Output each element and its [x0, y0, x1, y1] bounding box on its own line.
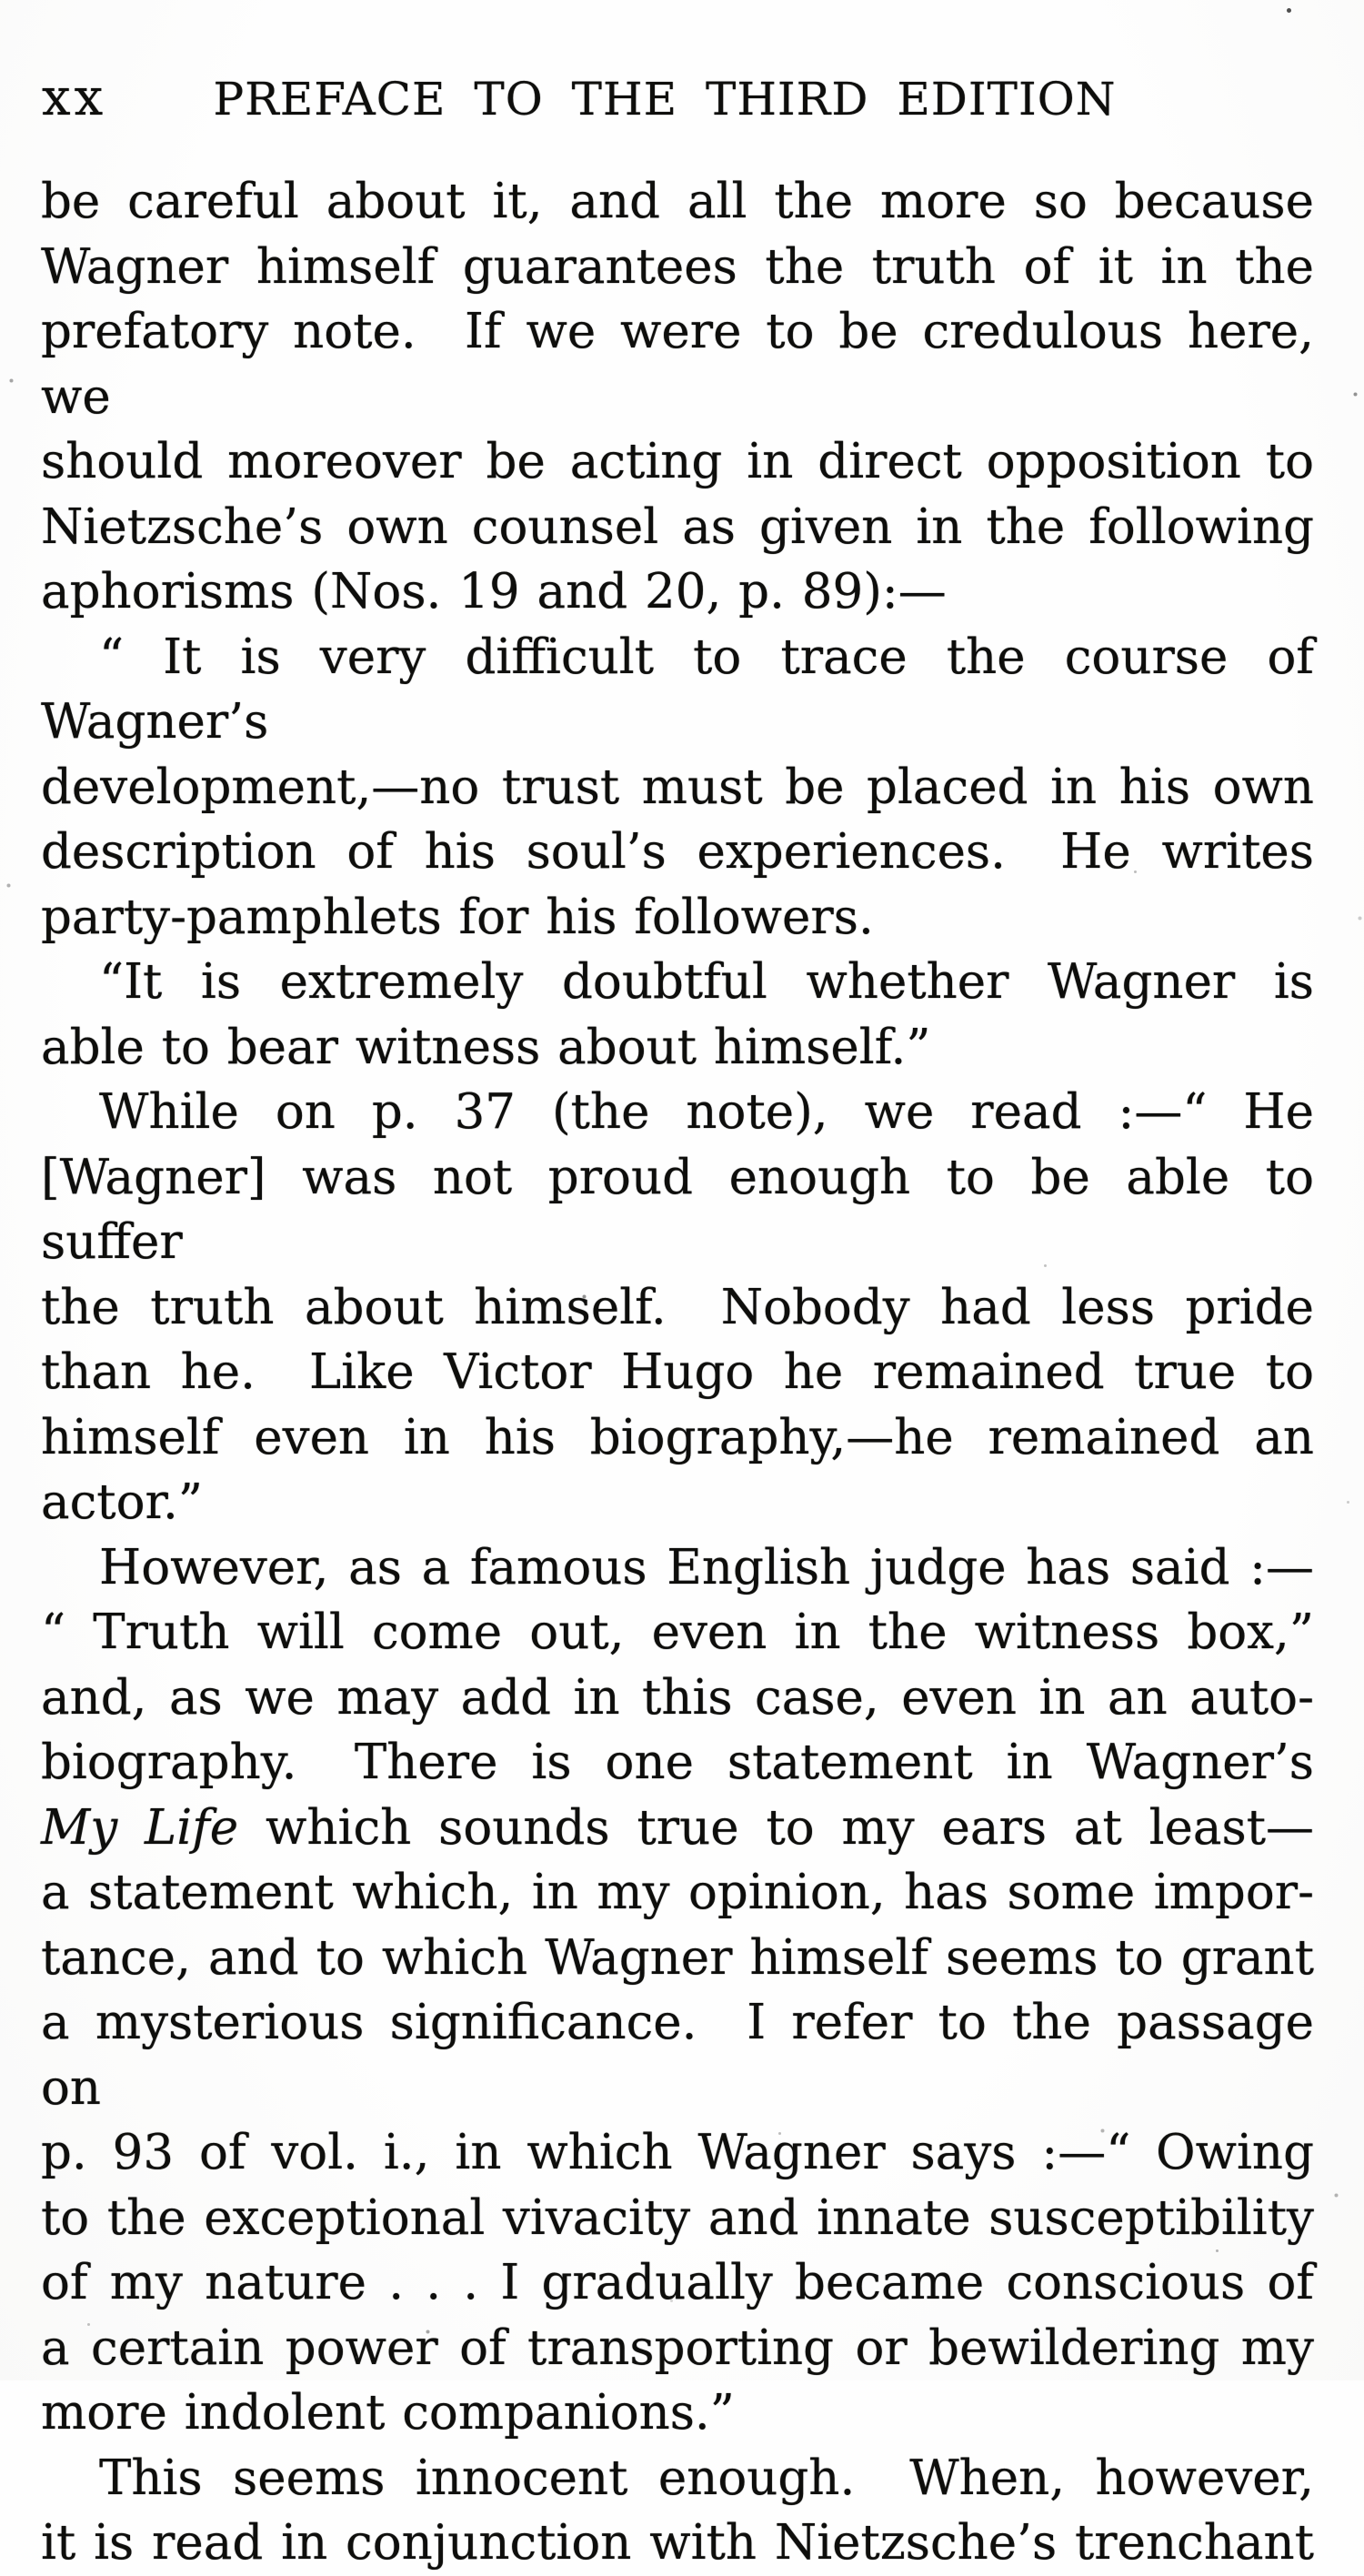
text-line	[41, 1730, 1314, 1796]
text-segment: description of his soul’s experiences. He writes	[41, 824, 1314, 880]
text-segment: prefatory note. If we were to be credulous here, we	[41, 304, 1314, 425]
text-segment: aphorisms (Nos. 19 and 20, p. 89):—	[41, 564, 947, 619]
text-segment: to the exceptional vivacity and innate susceptibility	[41, 2189, 1314, 2246]
text-line	[41, 1990, 1314, 2120]
text-line	[41, 1275, 1314, 1341]
text-segment: However, as a famous English judge has said :—	[99, 1539, 1314, 1595]
text-line	[41, 495, 1314, 560]
text-line	[41, 1340, 1314, 1405]
text-line	[41, 2250, 1314, 2316]
text-line	[41, 235, 1314, 300]
text-segment: a statement which, in my opinion, has some impor-	[41, 1865, 1314, 1920]
text-segment: biography. There is one statement in Wagner’s	[41, 1735, 1314, 1790]
text-segment: be careful about it, and all the more so because	[41, 174, 1314, 229]
text-line	[41, 2380, 1314, 2446]
text-line	[41, 885, 1314, 951]
text-segment: “It is extremely doubtful whether Wagner is	[99, 954, 1314, 1010]
text-line	[41, 625, 1314, 755]
text-segment: able to bear witness about himself.”	[41, 1019, 931, 1075]
text-segment: actor.”	[41, 1474, 203, 1530]
text-line	[41, 1860, 1314, 1926]
scan-noise-layer	[0, 0, 3, 3]
text-line	[41, 1470, 1314, 1535]
text-segment: While on p. 37 (the note), we read :—“ He	[99, 1084, 1314, 1140]
italic-book-title: My Life	[41, 1799, 239, 1856]
running-head	[0, 0, 1364, 155]
text-line	[41, 1080, 1314, 1145]
text-line	[41, 1015, 1314, 1081]
text-line	[41, 2120, 1314, 2186]
text-line	[41, 2186, 1314, 2251]
text-line	[41, 820, 1314, 885]
text-segment: development,—no trust must be placed in his own	[41, 759, 1314, 815]
text-segment: a certain power of transporting or bewildering my	[41, 2319, 1314, 2376]
text-segment: p. 93 of vol. i., in which Wagner says :—“ Owing	[41, 2125, 1314, 2180]
text-segment: himself even in his biography,—he remained an	[41, 1409, 1314, 1465]
text-line	[41, 2446, 1314, 2511]
text-line	[41, 1535, 1314, 1601]
text-line	[41, 1665, 1314, 1731]
text-line	[41, 1600, 1314, 1665]
text-line	[41, 169, 1314, 235]
text-segment: should moreover be acting in direct opposition to	[41, 434, 1314, 489]
text-segment: Wagner himself guarantees the truth of it in the	[41, 238, 1314, 295]
page-number: xx	[42, 68, 107, 127]
text-segment: and, as we may add in this case, even in an auto-	[41, 1669, 1314, 1726]
text-segment: This seems innocent enough. When, however,	[99, 2450, 1314, 2506]
text-segment: the truth about himself. Nobody had less pride	[41, 1279, 1314, 1335]
text-line	[41, 1405, 1314, 1471]
text-line	[41, 950, 1314, 1015]
text-segment: “ It is very difficult to trace the course of Wagner’s	[41, 629, 1314, 750]
text-line	[41, 429, 1314, 495]
text-segment: of my nature . . . I gradually became conscious of	[41, 2255, 1314, 2310]
text-line	[41, 1796, 1314, 1861]
text-line	[41, 559, 1314, 625]
text-line	[41, 1145, 1314, 1275]
body-text	[41, 169, 1314, 2576]
text-line	[41, 755, 1314, 820]
text-line	[41, 1926, 1314, 1991]
text-segment: which sounds true to my ears at least—	[238, 1799, 1314, 1856]
text-segment: a mysterious significance. I refer to the passage on	[41, 1995, 1314, 2116]
text-segment: “ Truth will come out, even in the witness box,”	[41, 1605, 1314, 1660]
text-line	[41, 2511, 1314, 2576]
text-segment: tance, and to which Wagner himself seems to grant	[41, 1929, 1314, 1986]
text-line	[41, 299, 1314, 429]
text-segment: it is read in conjunction with Nietzsche’s trenchant	[41, 2515, 1314, 2571]
text-segment: than he. Like Victor Hugo he remained true to	[41, 1344, 1314, 1400]
running-title: PREFACE TO THE THIRD EDITION	[213, 73, 1117, 126]
text-segment: Nietzsche’s own counsel as given in the following	[41, 498, 1314, 555]
text-segment: party-pamphlets for his followers.	[41, 889, 874, 945]
text-line	[41, 2316, 1314, 2381]
text-segment: [Wagner] was not proud enough to be able to suffer	[41, 1149, 1314, 1270]
text-segment: more indolent companions.”	[41, 2385, 735, 2440]
